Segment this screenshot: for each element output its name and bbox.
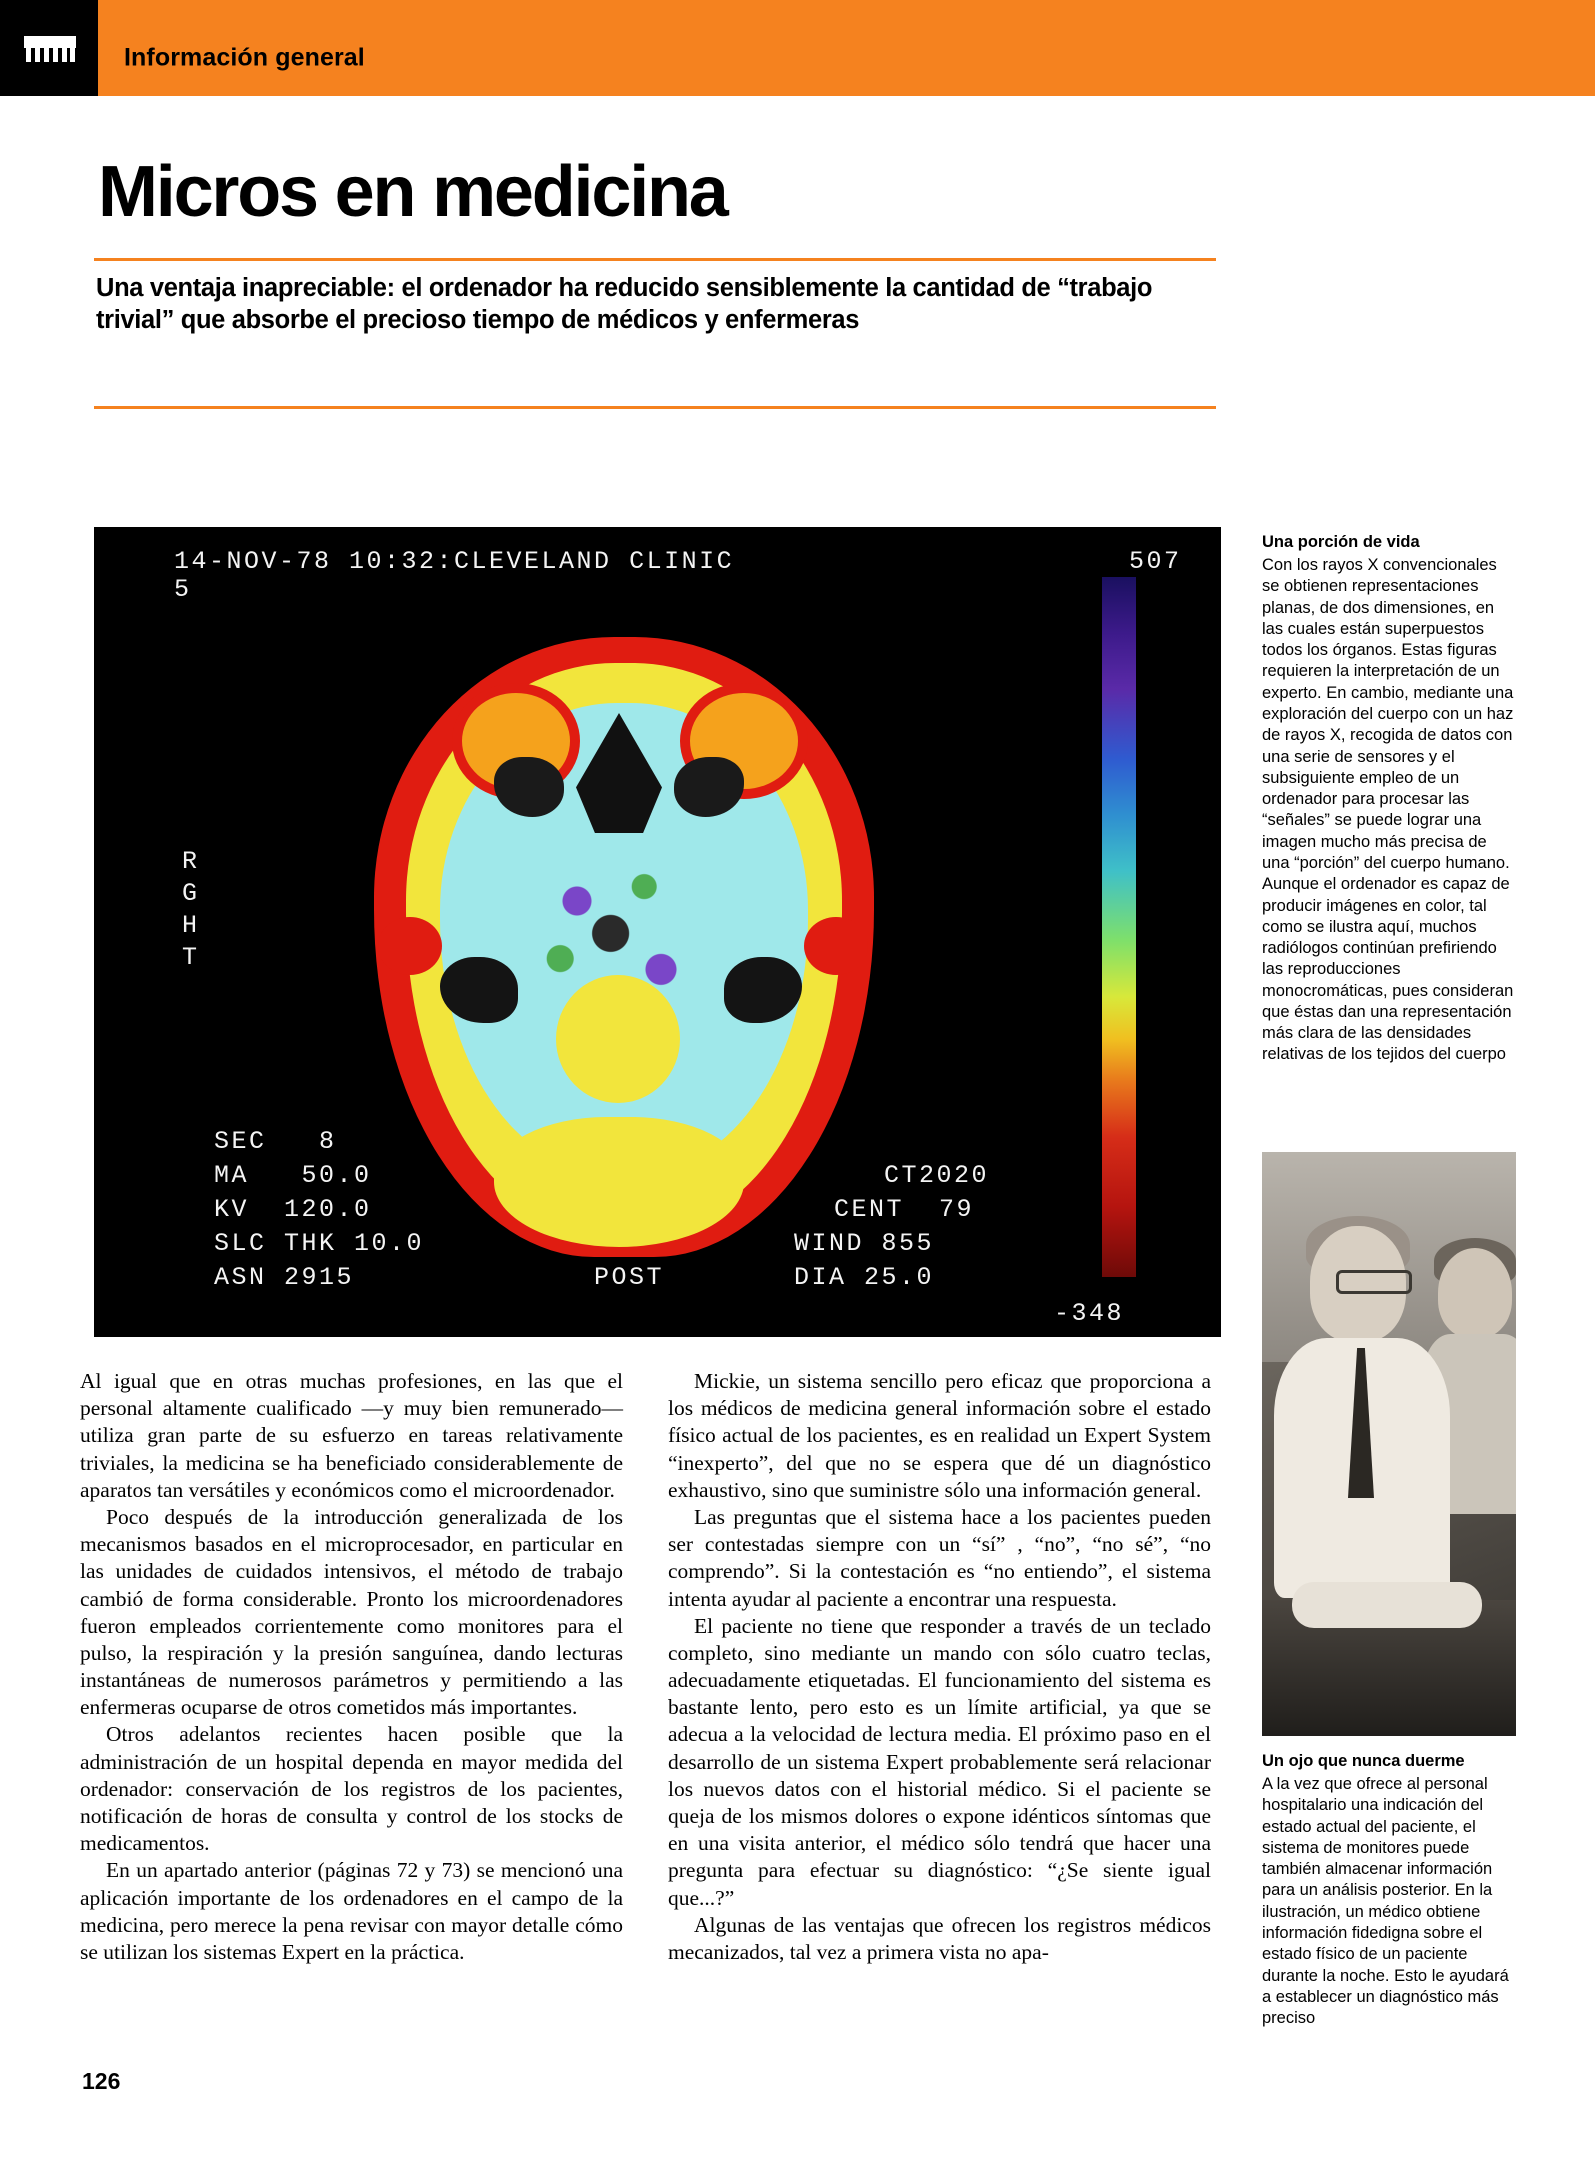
body-paragraph: Las preguntas que el sistema hace a los pacientes pueden ser contestadas siempre con un “sí” , “no”, “no sé”, “no comprendo”. Si la contestación es “no entiendo”, el sistema intenta ayudar al paciente a encontrar una respuesta. (668, 1504, 1211, 1611)
doctor-photo (1262, 1152, 1516, 1736)
caption-body (1262, 555, 1516, 1066)
ct-header-line-1: 14-NOV-78 10:32:CLEVELAND CLINIC (174, 547, 735, 576)
caption-paragraph: A la vez que ofrece al personal hospitalario una indicación del estado actual del paciente, el sistema de monitores puede también almacenar información para un análisis posterior. En la ilustración, un médico obtiene información fidedigna sobre el estado físico de un paciente durante la noche. Esto le ayudará a establecer un diagnóstico más preciso (1262, 1775, 1509, 2028)
page-number: 126 (82, 2068, 121, 2094)
caption-un-ojo-que-nunca-duerme (1262, 1752, 1516, 2029)
ct-side-label-t: T (182, 943, 200, 972)
caption-paragraph: Aunque el ordenador es capaz de producir imágenes en color, tal como se ilustra aquí, muchos radiólogos continúan prefiriendo las reproducciones monocromáticas, pues consideran que éstas dan una representación más clara de las densidades relativas de los tejidos del cuerpo (1262, 875, 1514, 1064)
rule-above-deck (94, 258, 1216, 261)
page-title: Micros en medicina (98, 152, 727, 233)
ct-header-line-2: 5 (174, 575, 192, 604)
body-column-right (668, 1368, 1211, 1966)
caption-paragraph: Con los rayos X convencionales se obtienen representaciones planas, de dos dimensiones, en las cuales están superpuestos todos los órganos. Estas figuras requieren la interpretación de un experto. En cambio, mediante una exploración del cuerpo con un haz de rayos X, recogida de datos con una serie de sensores y el subsiguiente empleo de un ordenador para procesar las “señales” se puede lograr una imagen mucho más precisa de una “porción” del cuerpo humano. (1262, 556, 1514, 872)
ct-side-label-h: H (182, 911, 200, 940)
ct-device-label: CT2020 (884, 1161, 990, 1190)
body-paragraph: El paciente no tiene que responder a través de un teclado completo, sino mediante un mando con sólo cuatro teclas, adecuadamente etiquetadas. El funcionamiento del sistema es bastante lento, pero esto es un límite artificial, ya que se adecua a la velocidad de lectura media. El próximo paso en el desarrollo de un sistema Expert probablemente será relacionar los nuevos datos con el historial médico. Si el paciente se queja de los mismos dolores o expone idénticos síntomas que en una visita anterior, el médico sólo tendrá que hacer una pregunta para efectuar su diagnóstico: “¿Se siente igual que...?” (668, 1613, 1211, 1910)
ct-readout-sec: SEC 8 (214, 1127, 337, 1156)
article-deck: Una ventaja inapreciable: el ordenador ha reducido sensiblemente la cantidad de “trabajo trivial” que absorbe el precioso tiempo de médicos y enfermeras (96, 274, 1153, 335)
section-label: Información general (124, 43, 365, 72)
caption-una-porcion-de-vida (1262, 533, 1516, 1066)
photo-second-person-head (1438, 1248, 1512, 1338)
ct-posterior-tissue (494, 1117, 744, 1247)
comb-logo-icon (22, 32, 78, 66)
ct-head-illustration (344, 617, 904, 1277)
ct-orientation-label: POST (594, 1263, 665, 1292)
ct-pons (556, 975, 680, 1103)
ct-ear-left (378, 917, 442, 975)
body-column-left (80, 1368, 623, 1966)
body-paragraph: Al igual que en otras muchas profesiones, en las que el personal altamente cualificado —y muy bien remunerado— utiliza gran parte de su esfuerzo en tareas relativamente triviales, la medicina se ha beneficiado considerablemente de aparatos tan versátiles y económicos como el microordenador. (80, 1369, 623, 1502)
ct-ear-right (804, 917, 868, 975)
body-paragraph: En un apartado anterior (páginas 72 y 73) se mencionó una aplicación importante de los ordenadores en el campo de la medicina, pero merece la pena revisar con mayor detalle cómo se utilizan los sistemas Expert en la práctica. (80, 1858, 623, 1964)
banner-logo-box (0, 0, 98, 96)
ct-readout-cent: CENT 79 (834, 1195, 975, 1224)
ct-readout-dia: DIA 25.0 (794, 1263, 935, 1292)
ct-readout-slc-thk: SLC THK 10.0 (214, 1229, 425, 1258)
ct-scan-figure (94, 527, 1221, 1337)
body-paragraph: Otros adelantos recientes hacen posible que la administración de un hospital dependa en mayor medida del ordenador: conservación de los registros de los pacientes, notificación de horas de consulta y control de los stocks de medicamentos. (80, 1722, 623, 1856)
ct-readout-kv: KV 120.0 (214, 1195, 372, 1224)
ct-color-scale (1102, 577, 1136, 1277)
ct-readout-ma: MA 50.0 (214, 1161, 372, 1190)
caption-body (1262, 1774, 1516, 2029)
ct-scale-min-label: -348 (1054, 1299, 1125, 1328)
section-banner (0, 0, 1595, 96)
body-paragraph: Poco después de la introducción generalizada de los mecanismos basados en el microprocesador, en particular en las unidades de cuidados intensivos, el método de trabajo cambió de forma considerable. Pronto los microordenadores fueron empleados corrientemente como monitores para el pulso, la respiración y la presión sanguínea, dando lecturas instantáneas de numerosos parámetros y permitiendo a las enfermeras ocuparse de otros cometidos más importantes. (80, 1504, 623, 1720)
ct-readout-wind: WIND 855 (794, 1229, 935, 1258)
ct-readout-asn: ASN 2915 (214, 1263, 355, 1292)
caption-title: Un ojo que nunca duerme (1262, 1752, 1465, 1770)
ct-side-label-r: R (182, 847, 200, 876)
ct-side-label-g: G (182, 879, 200, 908)
photo-doctor-arm (1292, 1582, 1482, 1628)
glasses-icon (1336, 1270, 1412, 1294)
rule-below-deck (94, 406, 1216, 409)
body-paragraph: Algunas de las ventajas que ofrecen los registros médicos mecanizados, tal vez a primera vista no apa- (668, 1912, 1211, 1964)
body-paragraph: Mickie, un sistema sencillo pero eficaz que proporciona a los médicos de medicina general información sobre el estado físico actual de los pacientes, es en realidad un Expert System “inexperto”, del que no se espera que dé un diagnóstico exhaustivo, sino que suministre sólo una información general. (668, 1369, 1211, 1502)
ct-scale-max-label: 507 (1129, 547, 1182, 576)
caption-title: Una porción de vida (1262, 533, 1420, 551)
